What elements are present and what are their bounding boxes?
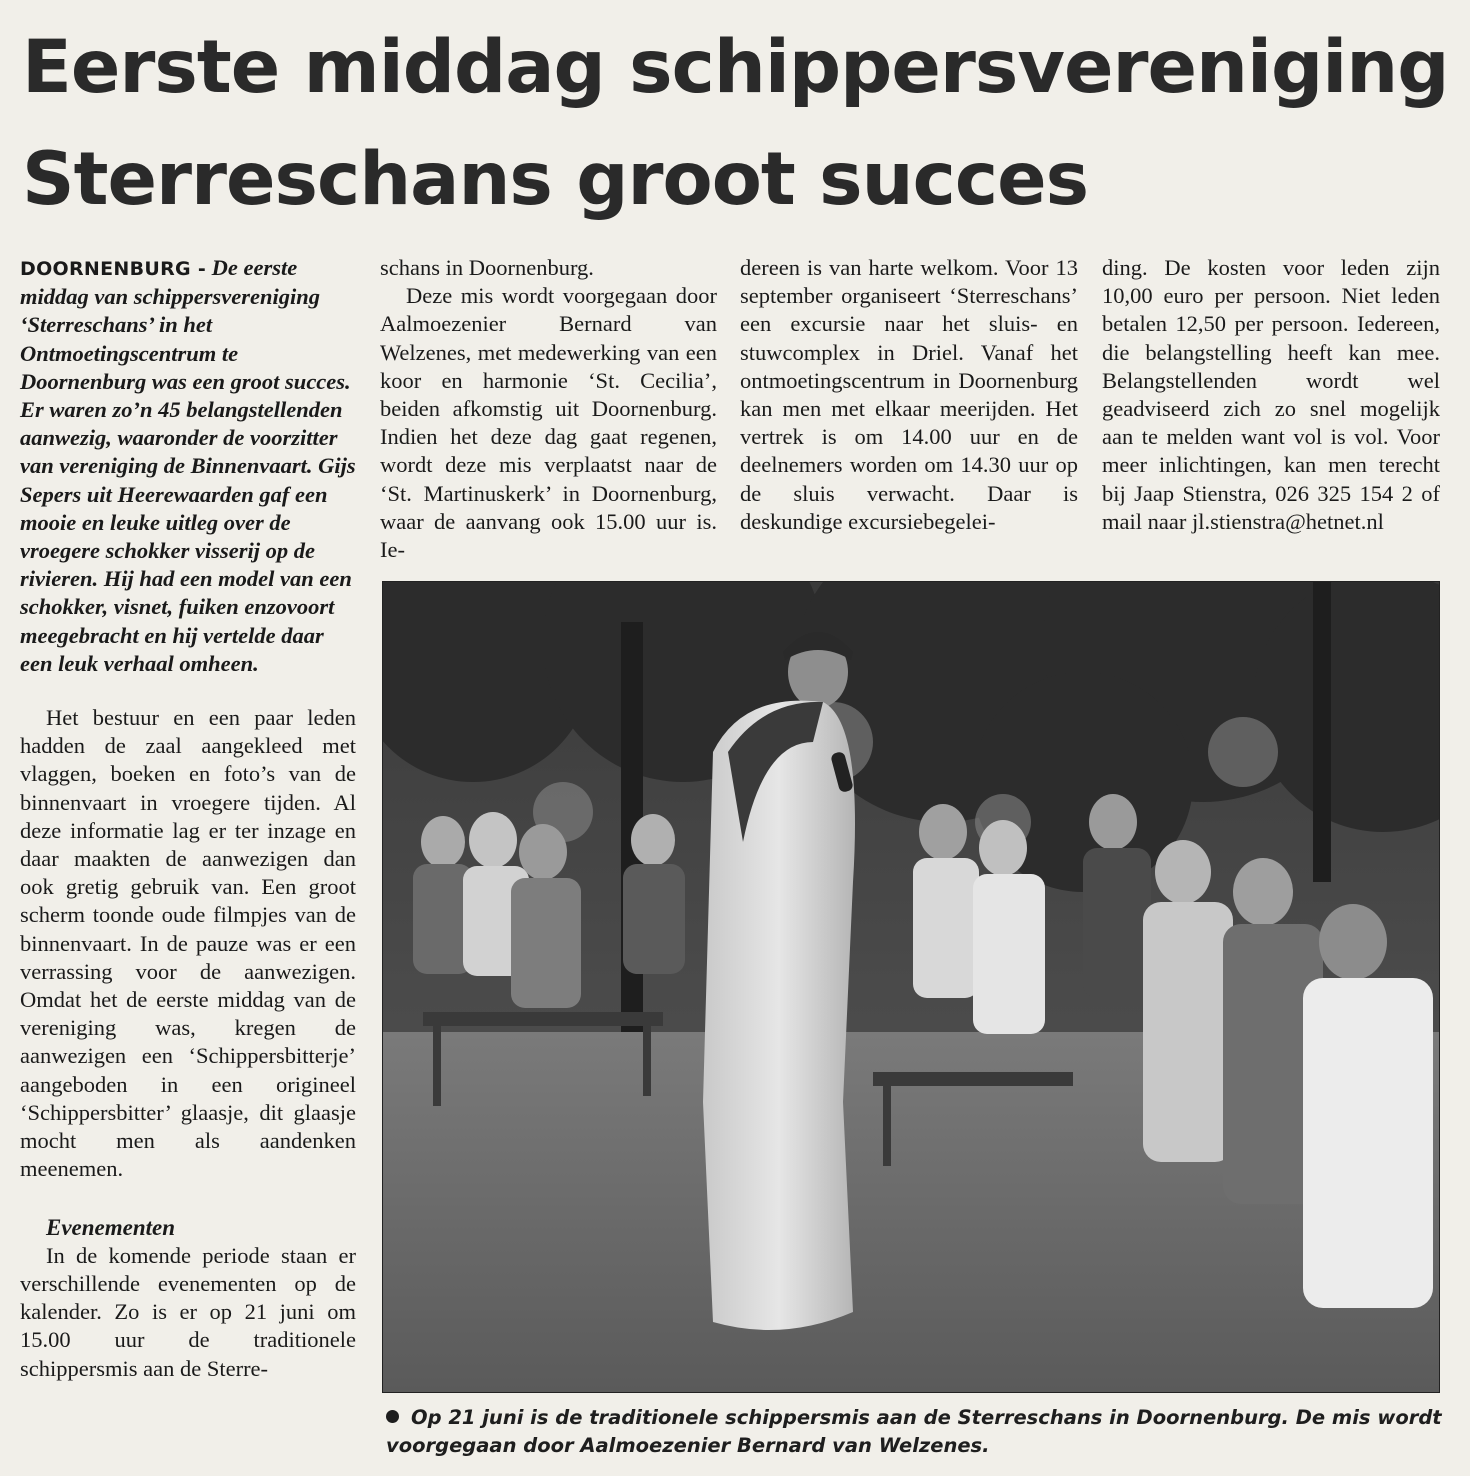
article-column-4 [1102,254,1440,536]
lead-text: De eerste middag van schippersvereniging ‘Sterreschans’ in het Ontmoetingscentrum te Doornenburg was een groot succes. Er waren zo’n 45 belangstellenden aanwezig, waaronder de voorzitter van vereniging de Binnenvaart. Gijs Sepers uit Heerewaarden gaf een mooie en leuke uitleg over de vroegere schokker visserij op de rivieren. Hij had een model van een schokker, visnet, fuiken enzovoort meegebracht en hij vertelde daar een leuk verhaal omheen. [20,255,356,676]
caption-bullet-icon [386,1410,399,1423]
dateline: DOORNENBURG - [20,258,207,280]
body-paragraph-3-continued: dereen is van harte welkom. Voor 13 september organiseert ‘Sterreschans’ een excursie naar het sluis- en stuwcomplex in Driel. Vanaf het ontmoetingscentrum in Doornenburg kan men met elkaar meerijden. Het vertrek is om 14.00 uur en de deelnemers worden om 14.30 uur op de sluis verwacht. Daar is deskundige excursiebegelei- [740,255,1078,534]
body-paragraph-2-continued: schans in Doornenburg. [380,255,594,280]
headline-line-1: Eerste middag schippersvereniging [22,25,1449,110]
headline-line-2: Sterreschans groot succes [22,137,1089,222]
caption-text: Op 21 juni is de traditionele schippersmis aan de Sterreschans in Doornenburg. De mis wordt voorgegaan door Aalmoezenier Bernard van Welzenes. [386,1406,1442,1457]
article-column-1 [20,254,356,1383]
article-column-3 [740,254,1078,536]
photo-scene [383,582,1440,1393]
subheading-evenementen: Evenementen [46,1214,176,1240]
news-photo [382,581,1440,1393]
headline [22,12,1449,236]
priest [703,632,855,1330]
body-paragraph-4: ding. De kosten voor leden zijn 10,00 euro per persoon. Niet leden betalen 12,50 per persoon. Iedereen, die belangstelling heeft kan mee. Belangstellenden wordt wel geadviseerd zich zo snel mogelijk aan te melden want vol is vol. Voor meer inlichtingen, kan men terecht bij Jaap Stienstra, 026 325 154 2 of mail naar jl.stienstra@hetnet.nl [1102,255,1440,534]
article-column-2 [380,254,717,564]
body-paragraph-2: In de komende periode staan er verschillende evenementen op de kalender. Zo is er op 21 juni om 15.00 uur de traditionele schippersmis aan de Sterre- [20,1242,356,1381]
body-paragraph-1: Het bestuur en een paar leden hadden de zaal aangekleed met vlaggen, boeken en foto’s van de binnenvaart in vroegere tijden. Al deze informatie lag er ter inzage en daar maakten de aanwezigen dan ook gretig gebruik van. Een groot scherm toonde oude filmpjes van de binnenvaart. In de pauze was er een verrassing voor de aanwezigen. Omdat het de eerste middag van de vereniging was, kregen de aanwezigen een ‘Schippersbitterje’ aangeboden in een origineel ‘Schippersbitter’ glaasje, dit glaasje mocht men als aandenken meenemen. [20,705,356,1182]
body-paragraph-3: Deze mis wordt voorgegaan door Aalmoezenier Bernard van Welzenes, met medewerking van een koor en harmonie ‘St. Cecilia’, beiden afkomstig uit Doornenburg. Indien het deze dag gaat regenen, wordt deze mis verplaatst naar de ‘St. Martinuskerk’ in Doornenburg, waar de aanvang ook 15.00 uur is. Ie- [380,283,717,563]
photo-caption [386,1404,1446,1460]
lead-paragraph [20,254,356,678]
